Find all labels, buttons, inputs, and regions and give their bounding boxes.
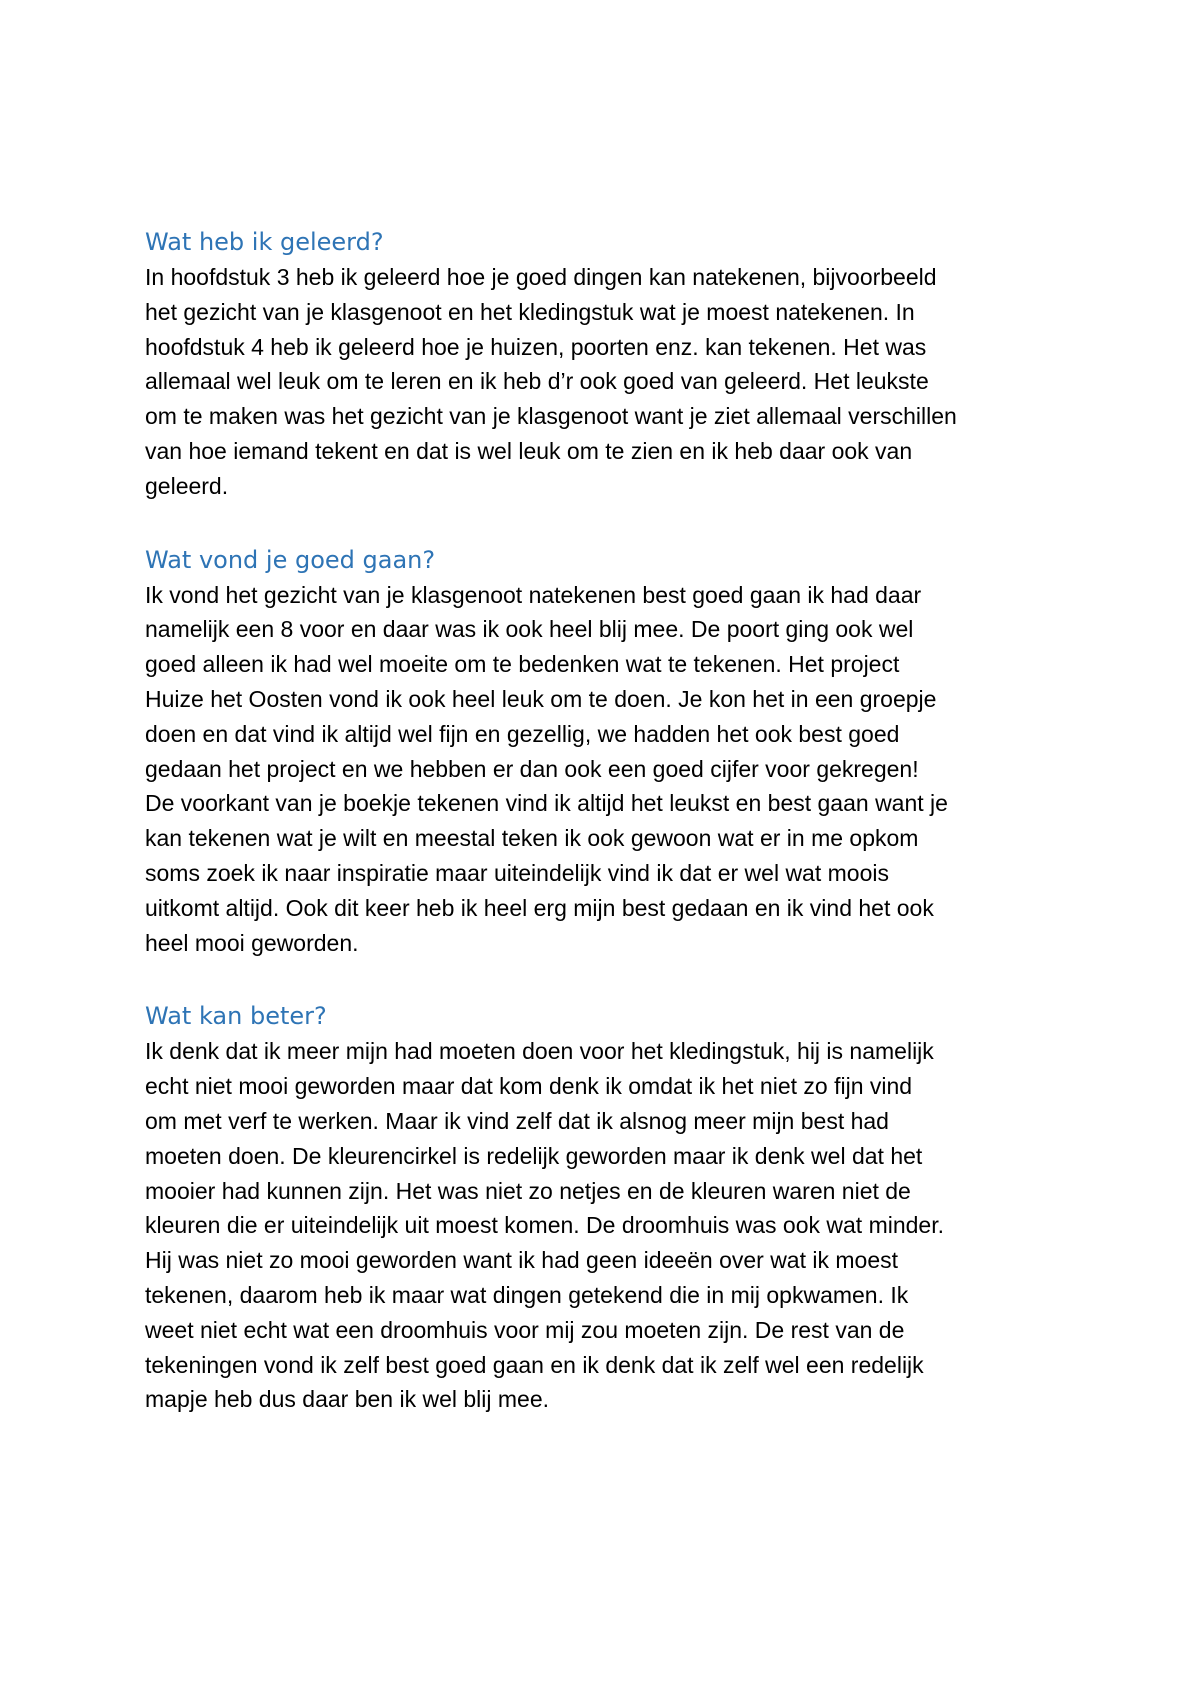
paragraph-line: van hoe iemand tekent en dat is wel leuk om te zien en ik heb daar ook van <box>145 437 913 464</box>
paragraph-line: gedaan het project en we hebben er dan ook een goed cijfer voor gekregen! <box>145 755 919 782</box>
section-wat-vond-je-goed-gaan <box>145 542 1065 961</box>
paragraph-line: soms zoek ik naar inspiratie maar uiteindelijk vind ik dat er wel wat moois <box>145 859 889 886</box>
section-wat-kan-beter <box>145 998 1065 1417</box>
paragraph-line: kleuren die er uiteindelijk uit moest komen. De droomhuis was ook wat minder. <box>145 1212 944 1239</box>
paragraph-line: mooier had kunnen zijn. Het was niet zo netjes en de kleuren waren niet de <box>145 1177 911 1204</box>
paragraph-line: kan tekenen wat je wilt en meestal teken ik ook gewoon wat er in me opkom <box>145 825 919 852</box>
paragraph-line: tekeningen vond ik zelf best goed gaan en ik denk dat ik zelf wel een redelijk <box>145 1351 924 1378</box>
section-heading: Wat vond je goed gaan? <box>145 545 436 574</box>
section-paragraph <box>145 1034 1065 1417</box>
paragraph-line: heel mooi geworden. <box>145 929 359 956</box>
paragraph-line: weet niet echt wat een droomhuis voor mij zou moeten zijn. De rest van de <box>145 1316 905 1343</box>
paragraph-line: Hij was niet zo mooi geworden want ik had geen ideeën over wat ik moest <box>145 1247 899 1274</box>
paragraph-line: het gezicht van je klasgenoot en het kledingstuk wat je moest natekenen. In <box>145 298 915 325</box>
paragraph-line: Ik denk dat ik meer mijn had moeten doen voor het kledingstuk, hij is namelijk <box>145 1038 934 1065</box>
paragraph-line: De voorkant van je boekje tekenen vind ik altijd het leukst en best gaan want je <box>145 790 948 817</box>
paragraph-line: moeten doen. De kleurencirkel is redelijk geworden maar ik denk wel dat het <box>145 1142 923 1169</box>
paragraph-line: hoofdstuk 4 heb ik geleerd hoe je huizen, poorten enz. kan tekenen. Het was <box>145 333 927 360</box>
paragraph-line: tekenen, daarom heb ik maar wat dingen getekend die in mij opkwamen. Ik <box>145 1281 909 1308</box>
paragraph-line: om met verf te werken. Maar ik vind zelf dat ik alsnog meer mijn best had <box>145 1107 889 1134</box>
paragraph-line: namelijk een 8 voor en daar was ik ook heel blij mee. De poort ging ook wel <box>145 616 914 643</box>
section-wat-heb-ik-geleerd <box>145 224 1065 504</box>
paragraph-line: geleerd. <box>145 472 229 499</box>
paragraph-line: om te maken was het gezicht van je klasgenoot want je ziet allemaal verschillen <box>145 403 957 430</box>
paragraph-line: allemaal wel leuk om te leren en ik heb d’r ook goed van geleerd. Het leukste <box>145 368 929 395</box>
section-heading: Wat kan beter? <box>145 1002 327 1031</box>
paragraph-line: Ik vond het gezicht van je klasgenoot natekenen best goed gaan ik had daar <box>145 581 922 608</box>
paragraph-line: In hoofdstuk 3 heb ik geleerd hoe je goed dingen kan natekenen, bijvoorbeeld <box>145 264 937 290</box>
paragraph-line: goed alleen ik had wel moeite om te bedenken wat te tekenen. Het project <box>145 651 900 678</box>
paragraph-line: Huize het Oosten vond ik ook heel leuk om te doen. Je kon het in een groepje <box>145 685 937 712</box>
paragraph-line: mapje heb dus daar ben ik wel blij mee. <box>145 1386 550 1413</box>
document-content <box>145 224 1065 1417</box>
paragraph-line: echt niet mooi geworden maar dat kom denk ik omdat ik het niet zo fijn vind <box>145 1073 913 1100</box>
section-paragraph <box>145 578 1065 961</box>
paragraph-line: doen en dat vind ik altijd wel fijn en gezellig, we hadden het ook best goed <box>145 720 900 747</box>
section-heading: Wat heb ik geleerd? <box>145 228 384 256</box>
section-paragraph <box>145 260 1065 504</box>
paragraph-line: uitkomt altijd. Ook dit keer heb ik heel erg mijn best gedaan en ik vind het ook <box>145 894 934 921</box>
